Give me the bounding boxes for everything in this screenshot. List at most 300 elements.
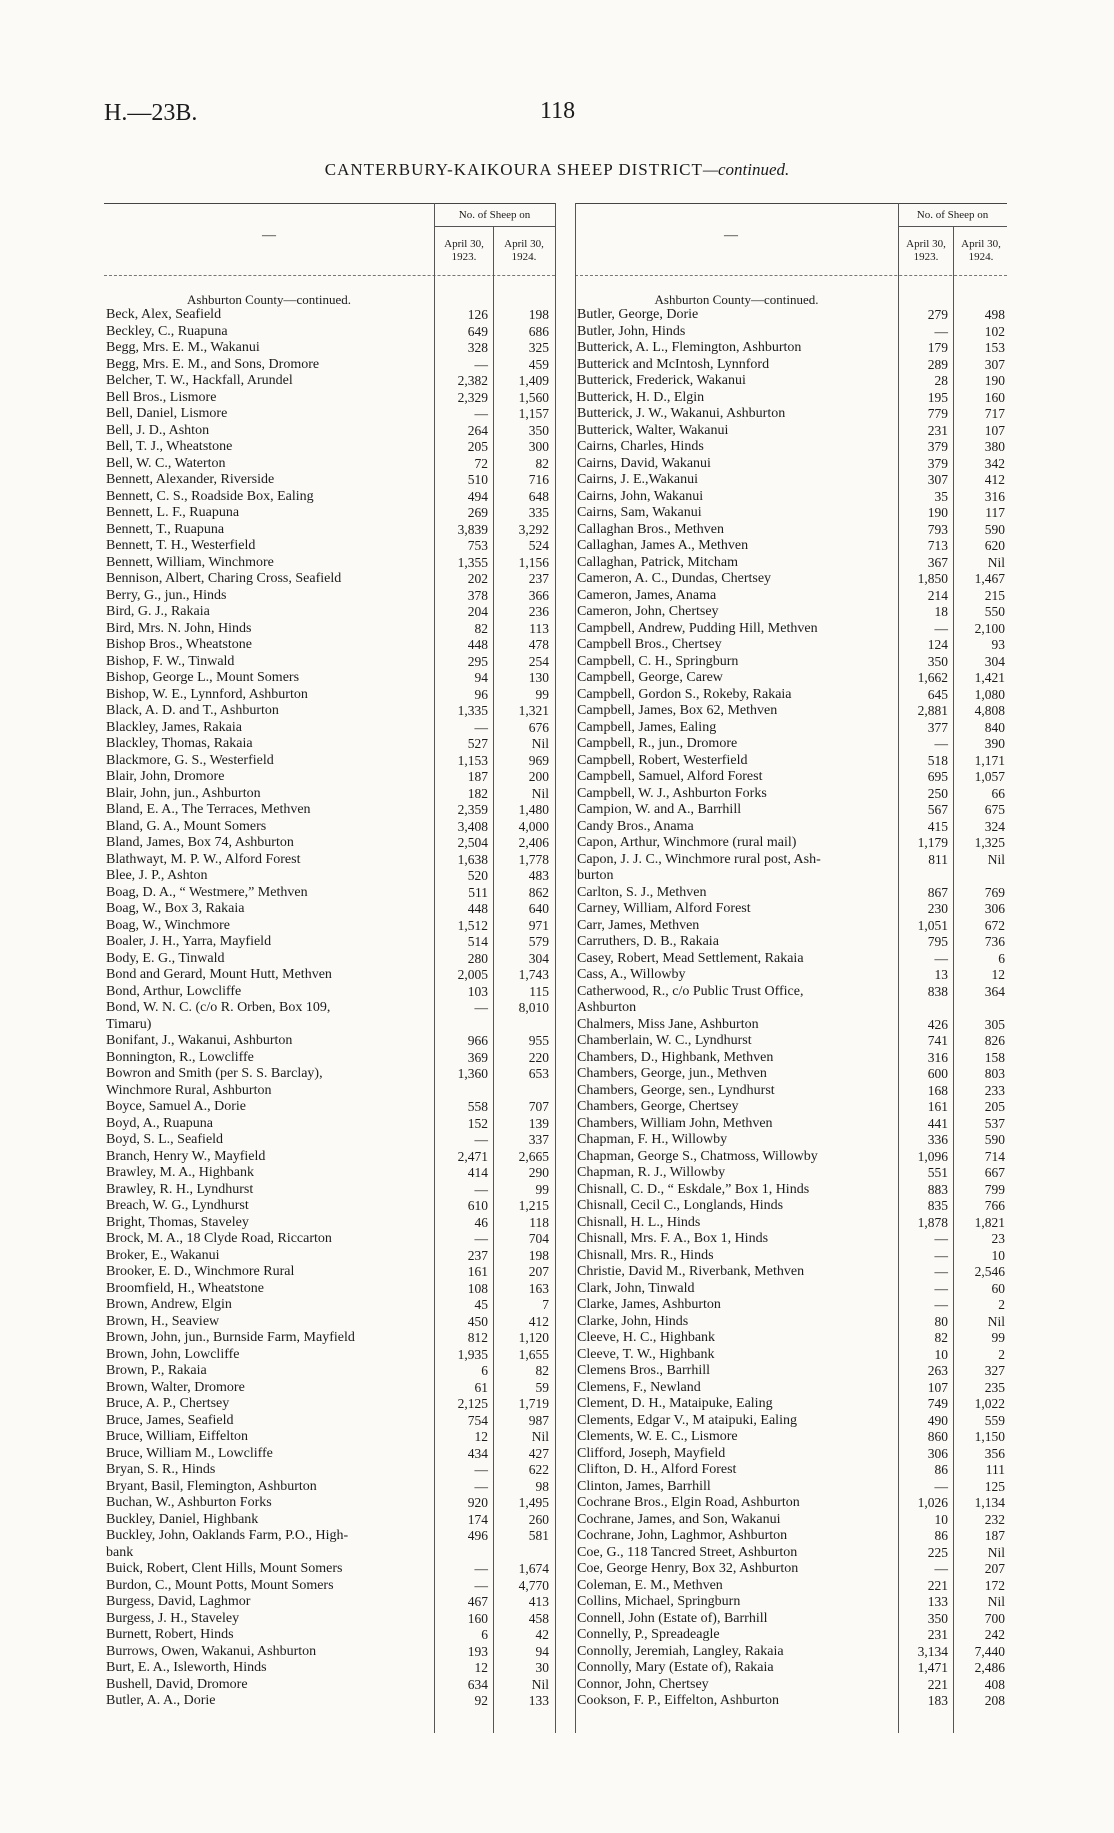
owner-name: Chambers, William John, Methven [577,1115,773,1131]
sheep-1923: 490 [927,1412,948,1428]
owner-name: Clarke, John, Hinds [577,1313,689,1329]
sheep-1923: 883 [927,1181,948,1197]
owner-name: Boaler, J. H., Yarra, Mayfield [106,934,272,949]
table-row [106,472,555,489]
owner-name: Bushell, David, Dromore [106,1676,248,1692]
sheep-1923: 94 [474,670,488,685]
sheep-1923: 2,471 [457,1148,488,1164]
owner-name: Connolly, Mary (Estate of), Rakaia [577,1660,774,1675]
sheep-1923: 280 [467,950,488,966]
sheep-1923: 295 [467,653,488,669]
sheep-1923: 467 [467,1594,488,1609]
owner-name: Bennison, Albert, Charing Cross, Seafield [106,571,342,586]
owner-name: Boyd, A., Ruapuna [106,1115,213,1131]
table-row [577,406,1007,423]
owner-name: Campbell, Gordon S., Rokeby, Rakaia [577,686,792,702]
sheep-1923: 610 [467,1198,488,1213]
sheep-1924: 205 [984,1099,1005,1114]
owner-name: Bishop, F. W., Tinwald [106,653,235,669]
sheep-1924: 1,495 [518,1495,549,1510]
sheep-1924: 1,157 [518,406,549,421]
owner-name: Chisnall, Cecil C., Longlands, Hinds [577,1198,784,1213]
table-row [106,1380,555,1397]
owner-name: Clemens, F., Newland [577,1379,701,1395]
sheep-1923: 1,179 [917,835,948,850]
sheep-1923: 190 [927,505,948,520]
sheep-1924: 862 [528,884,549,900]
table-row [106,1462,555,1479]
table-row [106,736,555,753]
sheep-1923: 510 [467,472,488,487]
table-row [577,621,1007,638]
sheep-1923: 1,355 [457,554,488,570]
owner-name: Clement, D. H., Mataipuke, Ealing [577,1396,773,1411]
table-row [106,340,555,357]
sheep-1924: 10 [991,1247,1005,1263]
sheep-1923: 161 [467,1264,488,1279]
table-row [106,687,555,704]
sheep-1923: 1,026 [917,1495,948,1510]
sheep-1924: 207 [984,1561,1005,1576]
table-row [577,1363,1007,1380]
sheep-1924: 7 [542,1297,549,1312]
sheep-1924: 350 [528,422,549,438]
sheep-1923: 3,134 [917,1643,948,1659]
sheep-1923: — [474,1181,488,1197]
sheep-1924: 337 [528,1132,549,1147]
sheep-1924: 640 [528,901,549,916]
sheep-1924: 826 [984,1033,1005,1048]
sheep-1924: 769 [984,884,1005,900]
owner-name: Begg, Mrs. E. M., Wakanui [106,340,260,355]
table-row [106,1446,555,1463]
owner-name: Beck, Alex, Seafield [106,307,222,322]
sheep-1924: 4,000 [518,818,549,834]
sheep-1924: 30 [535,1660,549,1675]
sheep-1924: 125 [984,1478,1005,1494]
sheep-1924: 290 [528,1165,549,1180]
owner-name: Boyd, S. L., Seafield [106,1132,224,1147]
sheep-1923: 221 [927,1577,948,1593]
owner-name: Cairns, Charles, Hinds [577,439,704,454]
sheep-1924: 306 [984,901,1005,916]
owner-name: Coe, G., 118 Tancred Street, Ashburton [577,1544,798,1560]
owner-name: Brown, John, Lowcliffe [106,1346,240,1362]
sheep-1923: 369 [467,1049,488,1065]
owner-name: Cairns, J. E.,Wakanui [577,472,698,487]
table-row [106,1512,555,1529]
owner-name: Bird, G. J., Rakaia [106,604,210,619]
owner-name: Brown, P., Rakaia [106,1363,207,1378]
table-row [106,307,555,324]
owner-name: bank [106,1544,134,1560]
sheep-1924: 356 [984,1445,1005,1461]
table-row [106,1347,555,1364]
table-row [106,670,555,687]
sheep-1924: 235 [984,1379,1005,1395]
sheep-1923: 2,125 [457,1396,488,1411]
owner-name: Butterick and McIntosh, Lynnford [577,356,770,372]
sheep-1923: 414 [467,1165,488,1180]
owner-name: Campion, W. and A., Barrhill [577,802,742,817]
sheep-1923: 187 [467,769,488,784]
table-row [106,1314,555,1331]
table-row [106,1215,555,1232]
table-row [106,1182,555,1199]
sheep-1924: 1,080 [974,686,1005,702]
table-row [577,1479,1007,1496]
table-row [577,1066,1007,1083]
owner-name: Blackley, James, Rakaia [106,719,242,735]
table-row [106,390,555,407]
table-row [106,1545,555,1562]
table-row [106,423,555,440]
sheep-1923: 527 [467,736,488,751]
sheep-1923: 126 [467,307,488,322]
table-row [106,588,555,605]
owner-name: Coe, George Henry, Box 32, Ashburton [577,1561,799,1576]
table-row [106,1627,555,1644]
owner-name: Connor, John, Chertsey [577,1676,709,1692]
table-row [106,720,555,737]
owner-name: Bonnington, R., Lowcliffe [106,1049,254,1065]
owner-name: Bennett, C. S., Roadside Box, Ealing [106,488,314,504]
sheep-1923: 214 [927,587,948,603]
owner-name: Buckley, Daniel, Highbank [106,1511,259,1527]
sheep-1924: 390 [984,736,1005,751]
sheep-1923: 350 [927,1610,948,1626]
owner-name: Brown, H., Seaview [106,1313,220,1329]
sheep-1924: 1,057 [974,769,1005,784]
table-row [106,1594,555,1611]
sheep-1923: 182 [467,785,488,801]
sheep-1923: 161 [927,1099,948,1114]
owner-name: Brown, John, jun., Burnside Farm, Mayfield [106,1330,355,1345]
sheep-1923: 779 [927,406,948,421]
owner-name: Bright, Thomas, Staveley [106,1214,249,1230]
owner-name: Blair, John, jun., Ashburton [106,785,261,801]
sheep-1923: 179 [927,340,948,355]
owner-name: Bennett, T., Ruapuna [106,521,225,537]
right-owner-list [577,307,1007,1710]
table-row [577,868,1007,885]
sheep-1923: — [474,356,488,372]
owner-name: Casey, Robert, Mead Settlement, Rakaia [577,950,804,966]
owner-name: Bird, Mrs. N. John, Hinds [106,620,252,636]
sheep-1924: 676 [528,719,549,735]
owner-name: Cass, A., Willowby [577,967,686,982]
table-row [577,324,1007,341]
owner-name: Timaru) [106,1016,152,1032]
sheep-1924: 190 [984,373,1005,388]
sheep-1924: 102 [984,323,1005,339]
sheep-1923: 645 [927,686,948,702]
sheep-1924: 236 [528,604,549,619]
sheep-1923: — [934,1247,948,1263]
table-row [106,1050,555,1067]
sheep-1923: 379 [927,439,948,454]
table-row [577,472,1007,489]
table-row [106,1083,555,1100]
owner-name: Black, A. D. and T., Ashburton [106,703,279,718]
owner-name: Connelly, P., Spreadeagle [577,1627,720,1642]
left-section-heading: Ashburton County—continued. [187,292,351,307]
sheep-1924: 2,665 [518,1148,549,1164]
table-row [577,1660,1007,1677]
owner-name: Clements, Edgar V., M ataipuki, Ealing [577,1412,797,1428]
owner-name: Bennett, L. F., Ruapuna [106,505,240,520]
sheep-1923: 133 [927,1594,948,1609]
table-row [106,324,555,341]
owner-name: Butterick, A. L., Flemington, Ashburton [577,340,802,355]
sheep-1923: 695 [927,769,948,784]
owner-name: Callaghan, Patrick, Mitcham [577,554,738,570]
table-row [106,456,555,473]
table-row [577,1462,1007,1479]
table-row [577,1512,1007,1529]
sheep-1924: 622 [528,1462,549,1477]
owner-name: Belcher, T. W., Hackfall, Arundel [106,373,293,388]
table-row [106,703,555,720]
owner-name: Bell Bros., Lismore [106,389,217,405]
sheep-1923: 225 [927,1544,948,1560]
owner-name: Clements, W. E. C., Lismore [577,1429,738,1444]
owner-name: Chisnall, H. L., Hinds [577,1214,701,1230]
sheep-1923: 160 [467,1610,488,1626]
table-row [577,1380,1007,1397]
sheep-1924: 237 [528,571,549,586]
sheep-1924: 840 [984,719,1005,735]
sheep-1924: 115 [529,983,549,999]
sheep-1924: 324 [984,818,1005,834]
table-row [577,538,1007,555]
table-row [106,984,555,1001]
sheep-1924: 2,100 [974,620,1005,636]
owner-name: Begg, Mrs. E. M., and Sons, Dromore [106,356,320,372]
sheep-1924: 1,134 [974,1495,1005,1510]
owner-name: Cleeve, H. C., Highbank [577,1330,716,1345]
owner-name: Bishop, W. E., Lynnford, Ashburton [106,686,308,702]
table-row [577,1297,1007,1314]
sheep-1924: 380 [984,439,1005,454]
table-row [577,390,1007,407]
sheep-1924: 233 [984,1082,1005,1098]
table-row [106,885,555,902]
sheep-1923: 415 [927,818,948,834]
owner-name: Bond, W. N. C. (c/o R. Orben, Box 109, [106,1000,331,1015]
sheep-1923: 195 [927,389,948,405]
sheep-1924: 198 [528,1247,549,1263]
owner-name: Brock, M. A., 18 Clyde Road, Riccarton [106,1231,332,1246]
sheep-1924: 300 [528,439,549,454]
table-row [577,802,1007,819]
sheep-1924: 42 [535,1627,549,1642]
owner-name: Winchmore Rural, Ashburton [106,1082,272,1098]
sheep-1924: 653 [528,1066,549,1081]
table-row [577,1083,1007,1100]
table-row [577,637,1007,654]
table-row [577,1099,1007,1116]
table-row [577,1198,1007,1215]
sheep-1924: 158 [984,1049,1005,1065]
owner-name: Cleeve, T. W., Highbank [577,1346,715,1362]
sheep-1923: 86 [934,1462,948,1477]
sheep-1923: — [934,620,948,636]
sheep-1924: 1,421 [974,670,1005,685]
sheep-1924: 1,467 [974,571,1005,586]
sheep-1924: 427 [528,1445,549,1461]
sheep-1923: 72 [474,455,488,471]
sheep-1924: 139 [528,1115,549,1131]
sheep-1923: 793 [927,521,948,537]
owner-name: Cameron, John, Chertsey [577,604,719,619]
table-row [577,835,1007,852]
sheep-1923: — [934,1231,948,1246]
table-row [577,1677,1007,1694]
table-row [106,1363,555,1380]
sheep-1923: 511 [468,884,488,900]
sheep-1924: 118 [529,1214,549,1230]
table-row [106,621,555,638]
table-row [577,604,1007,621]
table-row [106,967,555,984]
sheep-1924: 1,821 [974,1214,1005,1230]
table-row [577,1182,1007,1199]
owner-name: Butterick, Frederick, Wakanui [577,373,746,388]
owner-name: Cochrane, James, and Son, Wakanui [577,1511,781,1527]
owner-name: Clark, John, Tinwald [577,1280,695,1296]
sheep-1924: 581 [528,1528,549,1543]
owner-name: burton [577,868,614,883]
sheep-1923: 634 [467,1676,488,1692]
owner-name: Cairns, John, Wakanui [577,488,704,504]
sheep-1923: 306 [927,1445,948,1461]
table-row [577,571,1007,588]
sheep-1924: 220 [528,1049,549,1065]
owner-name: Cairns, David, Wakanui [577,455,711,471]
sheep-1923: 12 [474,1429,488,1444]
table-row [106,852,555,869]
table-row [577,769,1007,786]
sheep-1924: 579 [528,934,549,949]
sheep-1924: 342 [984,455,1005,471]
owner-name: Campbell, Robert, Westerfield [577,752,748,768]
owner-name: Buick, Robert, Clent Hills, Mount Somers [106,1561,343,1576]
table-row [577,373,1007,390]
sheep-1923: 263 [927,1363,948,1378]
sheep-1923: 231 [927,1627,948,1642]
owner-name: Beckley, C., Ruapuna [106,323,228,339]
sheep-1924: 198 [528,307,549,322]
sheep-1924: 667 [984,1165,1005,1180]
owner-name: Brown, Andrew, Elgin [106,1297,232,1312]
owner-name: Carr, James, Methven [577,917,700,933]
sheep-1923: 448 [467,637,488,652]
sheep-1923: 61 [474,1379,488,1395]
sheep-1923: 600 [927,1066,948,1081]
sheep-1924: 93 [991,637,1005,652]
table-row [577,1033,1007,1050]
owner-name: Capon, Arthur, Winchmore (rural mail) [577,835,797,850]
sheep-1923: 103 [467,983,488,999]
sheep-1924: 187 [984,1528,1005,1543]
table-row [106,1017,555,1034]
sheep-1924: 2,406 [518,835,549,850]
owner-name: Bruce, A. P., Chertsey [106,1396,230,1411]
sheep-1923: 2,359 [457,802,488,817]
sheep-1923: 328 [467,340,488,355]
owner-name: Clifford, Joseph, Mayfield [577,1445,726,1461]
table-row [106,637,555,654]
owner-name: Boag, W., Winchmore [106,917,230,933]
owner-name: Campbell, W. J., Ashburton Forks [577,785,767,801]
owner-name: Bennett, William, Winchmore [106,554,274,570]
sheep-1923: 551 [927,1165,948,1180]
sheep-1923: — [934,1297,948,1312]
sheep-1923: 520 [467,868,488,883]
owner-name: Butler, John, Hinds [577,323,686,339]
owner-name: Boyce, Samuel A., Dorie [106,1099,246,1114]
sheep-1923: 204 [467,604,488,619]
sheep-1924: 1,321 [518,703,549,718]
sheep-1923: 713 [927,538,948,553]
owner-name: Campbell, Samuel, Alford Forest [577,769,763,784]
sheep-1923: 152 [467,1115,488,1131]
sheep-1923: 269 [467,505,488,520]
table-row [577,703,1007,720]
sheep-1924: 969 [528,752,549,768]
sheep-1923: — [474,1577,488,1593]
owner-name: Campbell, Andrew, Pudding Hill, Methven [577,620,818,636]
sheep-1923: 753 [467,538,488,553]
owner-name: Clinton, James, Barrhill [577,1478,711,1494]
table-row [577,1693,1007,1710]
table-row [106,555,555,572]
sheep-1923: 45 [474,1297,488,1312]
sheep-1923: 741 [927,1033,948,1048]
right-table-top-rule [575,203,1007,204]
owner-name: Burrows, Owen, Wakanui, Ashburton [106,1643,317,1659]
table-row [577,1149,1007,1166]
sheep-1924: Nil [531,1429,549,1444]
sheep-1923: — [934,1280,948,1296]
table-row [106,538,555,555]
table-row [106,1000,555,1017]
table-row [106,489,555,506]
owner-name: Broomfield, H., Wheatstone [106,1280,264,1296]
table-row [106,1528,555,1545]
sheep-1924: 99 [991,1330,1005,1345]
sheep-1923: 811 [928,851,948,867]
sheep-1923: 2,005 [457,967,488,982]
sheep-1924: 412 [528,1313,549,1329]
sheep-1923: 1,051 [917,917,948,933]
owner-name: Buckley, John, Oaklands Farm, P.O., High- [106,1528,349,1543]
table-row [577,1413,1007,1430]
table-row [106,1561,555,1578]
table-row [106,522,555,539]
owner-name: Burnett, Robert, Hinds [106,1627,234,1642]
owner-name: Butterick, Walter, Wakanui [577,422,729,438]
sheep-1924: 799 [984,1181,1005,1197]
sheep-1923: 496 [467,1528,488,1543]
owner-name: Burt, E. A., Isleworth, Hinds [106,1660,267,1675]
owner-name: Butler, A. A., Dorie [106,1693,216,1708]
sheep-1923: 10 [934,1511,948,1527]
owner-name: Blee, J. P., Ashton [106,868,208,883]
sheep-1923: 336 [927,1132,948,1147]
left-col2-header: April 30, 1924. [504,238,544,263]
